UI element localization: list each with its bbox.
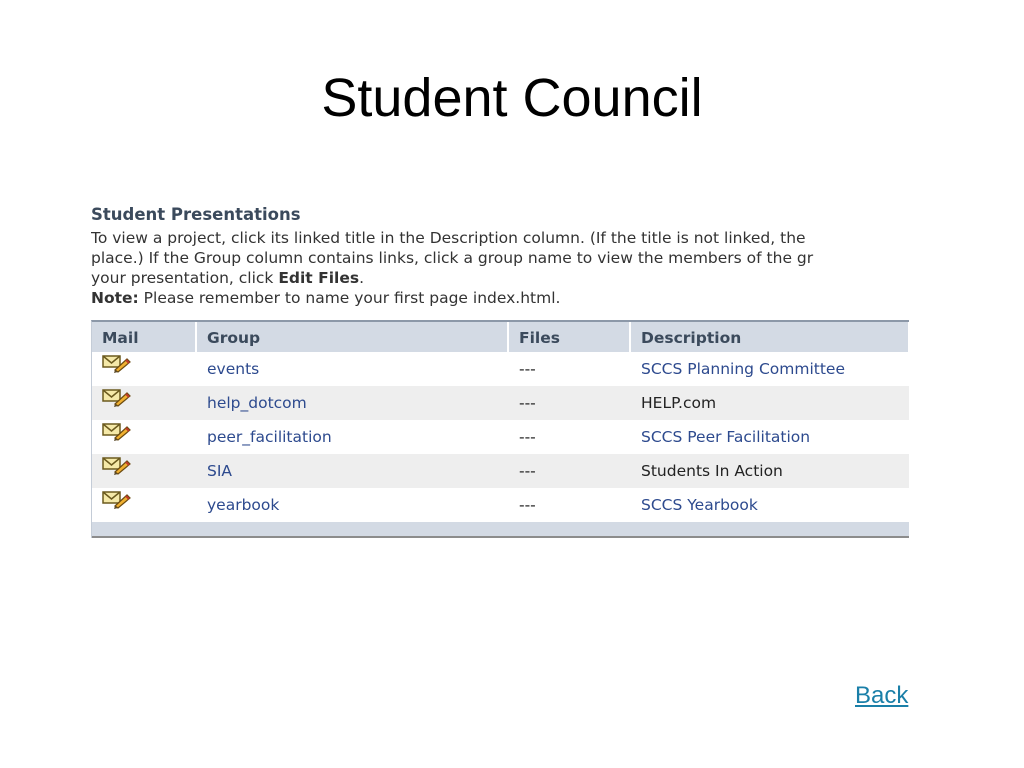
mail-edit-icon[interactable]	[102, 488, 132, 521]
intro-text	[91, 228, 909, 308]
files-value: ---	[519, 496, 536, 514]
group-link[interactable]: peer_facilitation	[207, 428, 332, 446]
intro-line-3	[91, 268, 909, 288]
mail-edit-icon-svg	[102, 489, 132, 509]
mail-edit-icon-svg	[102, 387, 132, 407]
column-header-files[interactable]: Files	[509, 322, 631, 352]
column-header-group[interactable]: Group	[197, 322, 509, 352]
files-value: ---	[519, 360, 536, 378]
files-value: ---	[519, 394, 536, 412]
note-text: Please remember to name your first page index.html.	[138, 289, 561, 307]
table-row	[92, 420, 909, 454]
edit-files-label: Edit Files	[278, 269, 360, 287]
table-row	[92, 454, 909, 488]
table-row	[92, 488, 909, 522]
group-link[interactable]: events	[207, 360, 260, 378]
group-link[interactable]: yearbook	[207, 496, 280, 514]
column-header-mail[interactable]: Mail	[92, 322, 197, 352]
files-value: ---	[519, 462, 536, 480]
intro-line-2: place.) If the Group column contains links, click a group name to view the members of the gr	[91, 249, 814, 267]
table-header-row	[92, 322, 909, 352]
mail-cell	[92, 386, 197, 420]
table-body	[92, 352, 909, 522]
mail-edit-icon[interactable]	[102, 352, 132, 385]
group-link[interactable]: SIA	[207, 462, 233, 480]
mail-edit-icon-svg	[102, 421, 132, 441]
description-link[interactable]: SCCS Peer Facilitation	[641, 428, 811, 446]
back-link[interactable]: Back	[855, 682, 909, 709]
table-row	[92, 352, 909, 386]
student-presentations-panel	[91, 204, 909, 538]
section-heading: Student Presentations	[91, 205, 301, 224]
description-value: Students In Action	[641, 462, 783, 480]
description-link[interactable]: SCCS Planning Committee	[641, 360, 845, 378]
description-link[interactable]: SCCS Yearbook	[641, 496, 758, 514]
slide-title: Student Council	[321, 68, 703, 128]
intro-line-3-prefix: your presentation, click	[91, 269, 279, 287]
mail-edit-icon-svg	[102, 455, 132, 475]
mail-edit-icon[interactable]	[102, 454, 132, 487]
mail-edit-icon-svg	[102, 353, 132, 373]
note-line	[91, 288, 909, 308]
table-row	[92, 386, 909, 420]
mail-edit-icon[interactable]	[102, 420, 132, 453]
mail-cell	[92, 352, 197, 386]
group-link[interactable]: help_dotcom	[207, 394, 307, 412]
mail-cell	[92, 420, 197, 454]
intro-line-1: To view a project, click its linked title in the Description column. (If the title is not linked, the	[91, 229, 806, 247]
description-value: HELP.com	[641, 394, 717, 412]
mail-cell	[92, 488, 197, 522]
files-value: ---	[519, 428, 536, 446]
mail-edit-icon[interactable]	[102, 386, 132, 419]
column-header-description[interactable]: Description	[631, 322, 909, 352]
presentations-table	[91, 320, 909, 538]
table-footer	[92, 522, 909, 538]
intro-line-3-suffix: .	[359, 269, 365, 287]
mail-cell	[92, 454, 197, 488]
note-label: Note:	[91, 289, 139, 307]
